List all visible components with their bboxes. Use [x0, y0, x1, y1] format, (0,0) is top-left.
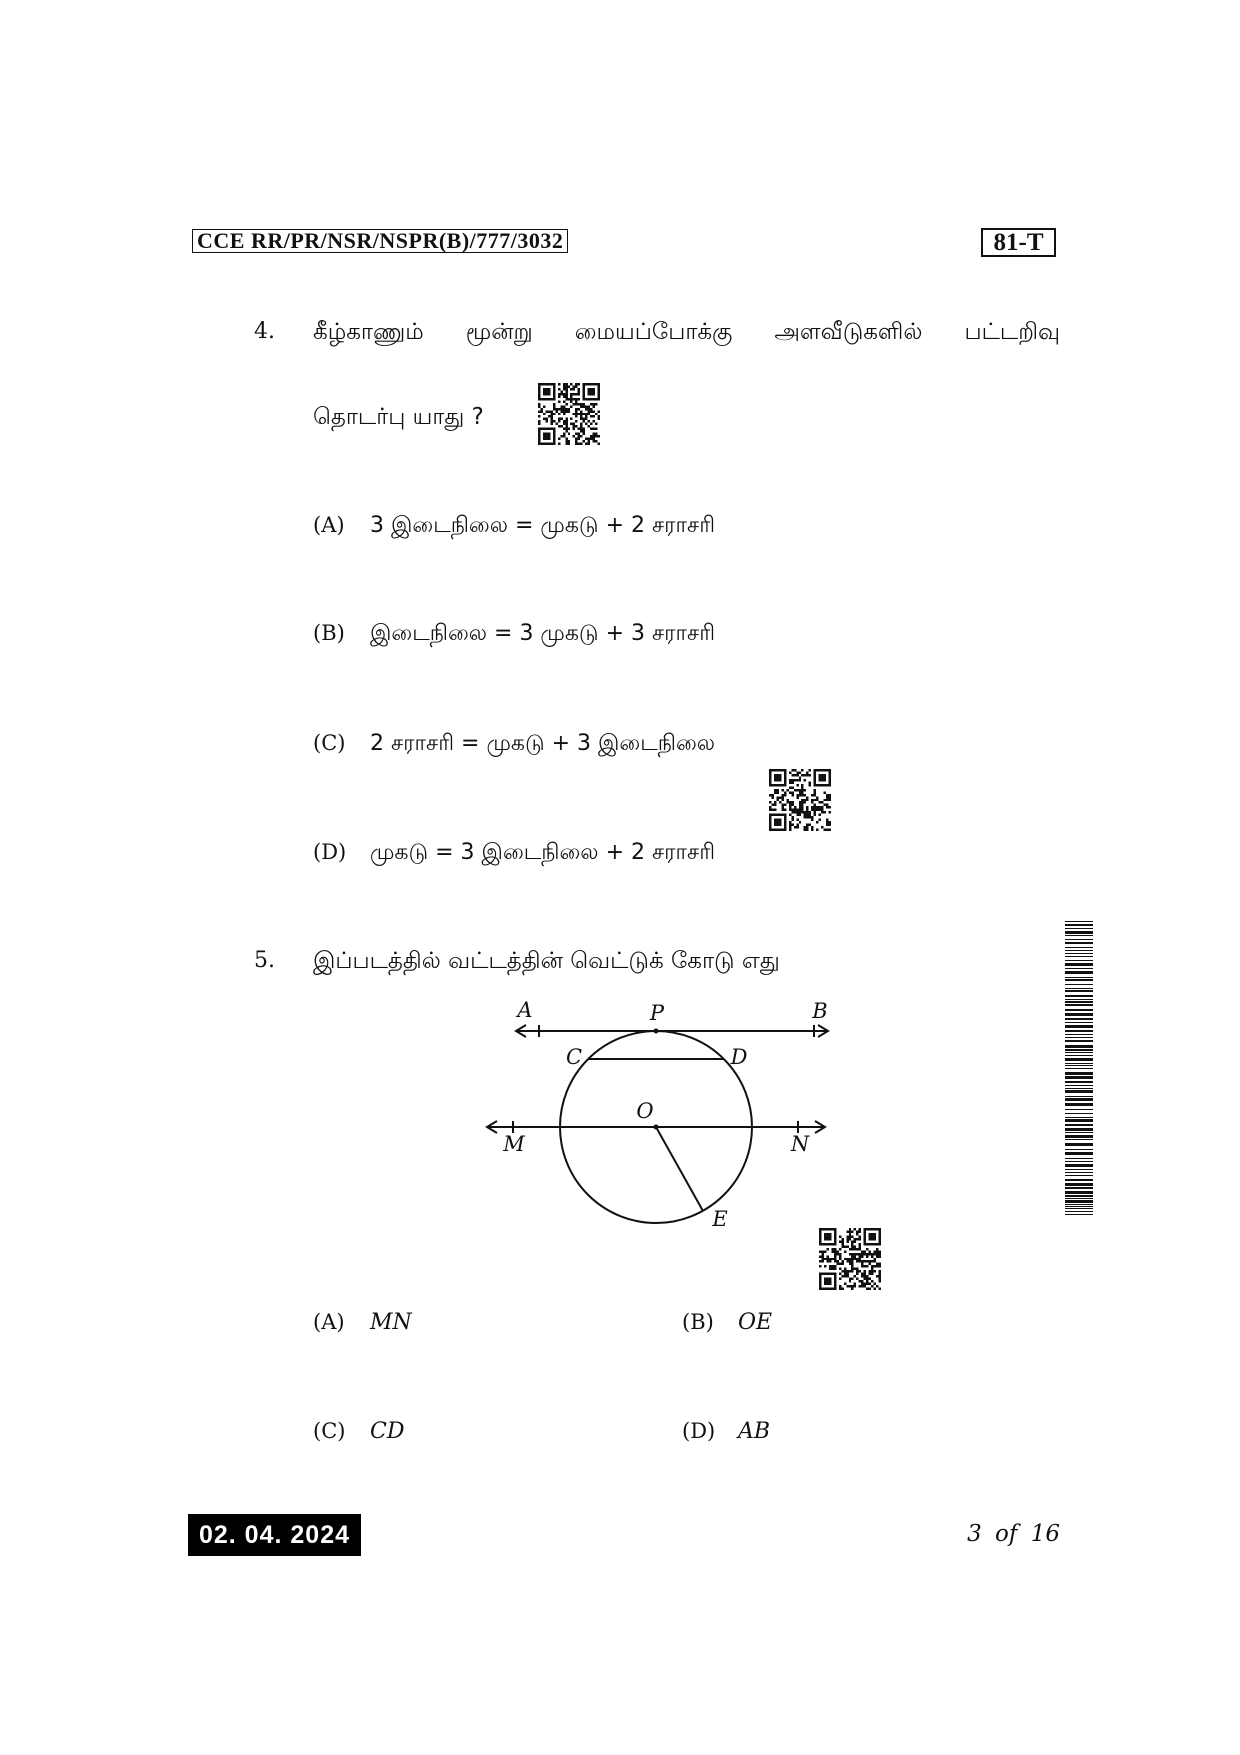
label-d: D — [730, 1045, 748, 1069]
option-label: (D) — [682, 1419, 716, 1443]
question-4-text-line-2: தொடர்பு யாது ? — [313, 404, 484, 430]
question-4-text-line-1: கீழ்காணும் மூன்று மையப்போக்கு அளவீடுகளில் பட்டறிவு — [313, 319, 1060, 345]
qr-code-modules — [819, 1228, 881, 1290]
center-o — [654, 1125, 659, 1130]
question-5-option-a — [313, 1306, 412, 1339]
label-n: N — [790, 1132, 810, 1156]
option-text: CD — [370, 1419, 405, 1444]
option-text: இடைநிலை = 3 முகடு + 3 சராசரி — [370, 621, 716, 646]
label-a: A — [517, 998, 533, 1022]
qr-code-pattern — [819, 1228, 881, 1290]
option-text: AB — [738, 1419, 771, 1444]
option-text: 3 இடைநிலை = முகடு + 2 சராசரி — [370, 513, 716, 538]
exam-date-badge: 02. 04. 2024 — [188, 1514, 361, 1556]
question-5-option-c — [313, 1415, 404, 1448]
qr-code — [769, 769, 831, 831]
label-m: M — [503, 1132, 525, 1156]
label-o: O — [636, 1099, 654, 1123]
option-label: (A) — [313, 1310, 345, 1334]
qr-code-modules — [538, 383, 600, 445]
radius-oe — [656, 1127, 703, 1211]
option-label: (C) — [313, 731, 346, 755]
option-label: (A) — [313, 513, 345, 537]
option-label: (C) — [313, 1419, 346, 1443]
page-number: 3 of 16 — [967, 1521, 1060, 1547]
question-5-option-d — [682, 1415, 770, 1448]
qr-code-modules — [769, 769, 831, 831]
qr-code-pattern — [538, 383, 600, 445]
qr-code — [819, 1228, 881, 1290]
paper-code-box: 81-T — [981, 228, 1056, 257]
barcode-pattern — [1065, 921, 1093, 1220]
question-5-text: இப்படத்தில் வட்டத்தின் வெட்டுக் கோடு எது — [313, 948, 780, 974]
option-text: 2 சராசரி = முகடு + 3 இடைநிலை — [370, 731, 716, 756]
qr-code — [538, 383, 600, 445]
label-p: P — [649, 1001, 665, 1025]
label-e: E — [712, 1207, 728, 1231]
circle-diagram — [470, 985, 850, 1235]
question-5-option-b — [682, 1306, 772, 1339]
option-text: முகடு = 3 இடைநிலை + 2 சராசரி — [370, 840, 716, 865]
question-number-4: 4. — [254, 319, 275, 344]
option-label: (B) — [682, 1310, 714, 1334]
qr-code-pattern — [769, 769, 831, 831]
barcode — [1065, 921, 1093, 1220]
barcode-bars — [1065, 921, 1093, 1215]
option-text: MN — [370, 1310, 412, 1335]
option-text: OE — [738, 1310, 773, 1335]
option-label: (B) — [313, 621, 345, 645]
label-c: C — [565, 1045, 583, 1069]
question-number-5: 5. — [254, 948, 275, 973]
label-b: B — [812, 999, 828, 1023]
option-label: (D) — [313, 840, 347, 864]
exam-code-box: CCE RR/PR/NSR/NSPR(B)/777/3032 — [192, 229, 568, 253]
